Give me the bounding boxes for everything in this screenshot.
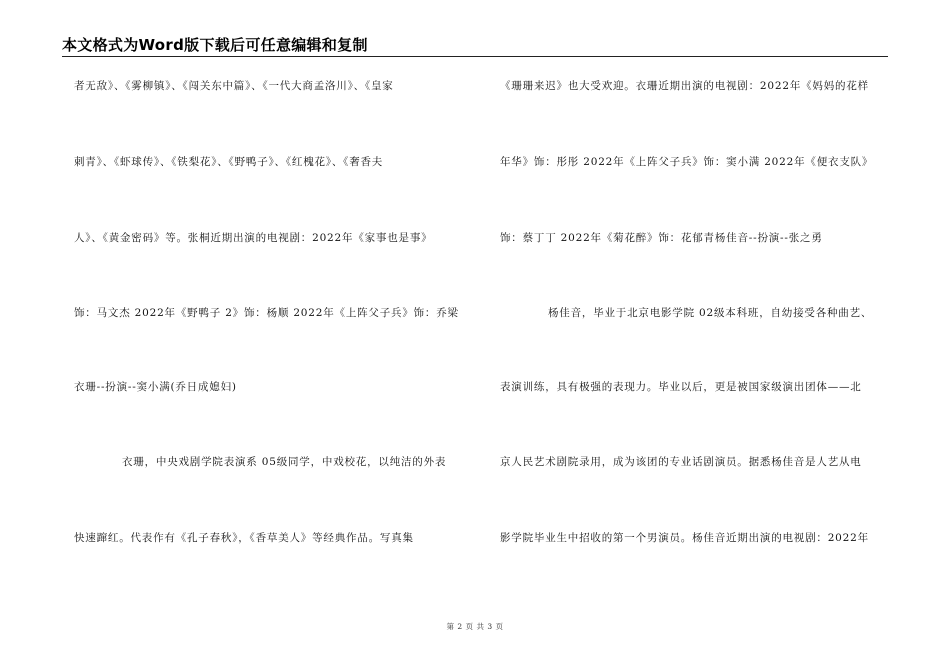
text-line: 人》、《黄金密码》等。张桐近期出演的电视剧：2022年《家事也是事》 xyxy=(74,232,433,244)
text-line: 刺青》、《虾球传》、《铁梨花》、《野鸭子》、《红槐花》、《奢香夫 xyxy=(74,156,384,168)
text-line: 《珊珊来迟》也大受欢迎。衣珊近期出演的电视剧：2022年《妈妈的花样 xyxy=(500,80,869,92)
header-title: 本文格式为Word版下载后可任意编辑和复制 xyxy=(62,36,368,54)
text-line: 饰：马文杰 2022年《野鸭子 2》饰：杨顺 2022年《上阵父子兵》饰：乔梁 xyxy=(74,307,459,319)
text-line: 快速蹿红。代表作有《孔子春秋》，《香草美人》等经典作品。写真集 xyxy=(74,532,414,544)
text-line: 表演训练，具有极强的表现力。毕业以后，更是被国家级演出团体——北 xyxy=(500,381,862,393)
paragraph-start-line: 衣珊，中央戏剧学院表演系 05级同学，中戏校花，以纯洁的外表 xyxy=(122,456,447,468)
text-line: 衣珊--扮演--窦小满(乔日成媳妇) xyxy=(74,381,237,393)
paragraph-start-line: 杨佳音，毕业于北京电影学院 02级本科班，自幼接受各种曲艺、 xyxy=(548,307,873,319)
text-line: 年华》饰：彤彤 2022年《上阵父子兵》饰：窦小满 2022年《便衣支队》 xyxy=(500,156,874,168)
page-number-footer: 第 2 页 共 3 页 xyxy=(446,622,504,631)
text-line: 京人民艺术剧院录用，成为该团的专业话剧演员。据悉杨佳音是人艺从电 xyxy=(500,456,862,468)
text-line: 影学院毕业生中招收的第一个男演员。杨佳音近期出演的电视剧：2022年 xyxy=(500,532,869,544)
text-line: 者无敌》、《雾柳镇》、《闯关东中篇》、《一代大商孟洛川》、《皇家 xyxy=(74,80,394,92)
text-line: 饰：蔡丁丁 2022年《菊花醉》饰：花郁青杨佳音--扮演--张之勇 xyxy=(500,232,823,244)
document-header xyxy=(62,32,888,57)
